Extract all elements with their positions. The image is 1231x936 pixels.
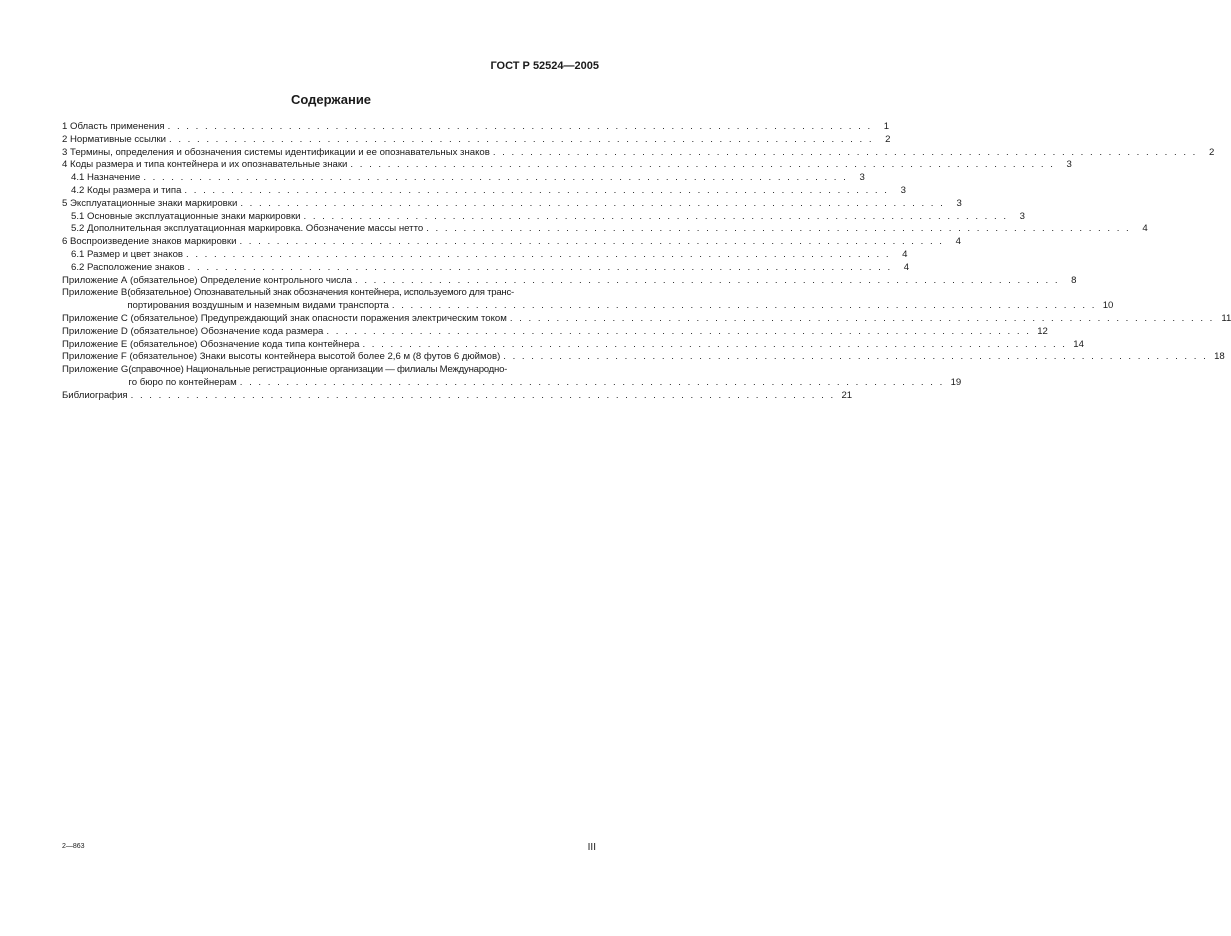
toc-leader-dots	[359, 339, 1069, 352]
toc-entry-title: 5.1 Основные эксплуатационные знаки маркировки	[71, 210, 301, 222]
toc-page-number: 4	[903, 261, 910, 273]
toc-page-number: 3	[859, 172, 865, 184]
toc-appendix-entry[interactable]	[62, 325, 1048, 339]
toc-entry-title: (справочное) Национальные регистрационные организации — филиалы Международно-	[128, 364, 508, 376]
toc-page-number: 1	[883, 121, 890, 132]
toc-leader-dots	[237, 377, 947, 390]
toc-entry[interactable]	[62, 133, 891, 147]
toc-subentry[interactable]	[62, 248, 908, 262]
toc-entry[interactable]	[62, 159, 1072, 172]
toc-entry-title: (обязательное) Опознавательный знак обозначения контейнера, используемого для транс-	[127, 287, 514, 299]
toc-appendix-entry[interactable]	[62, 338, 1084, 352]
toc-entry[interactable]	[62, 236, 961, 249]
toc-leader-dots	[185, 262, 895, 275]
toc-leader-dots	[140, 172, 850, 185]
toc-page-number: 3	[956, 197, 962, 209]
toc-appendix-entry[interactable]	[62, 287, 1114, 313]
toc-leader-dots	[236, 236, 946, 249]
toc-entry-title: 2 Нормативные ссылки	[62, 133, 167, 145]
toc-page-number: 8	[1071, 274, 1077, 286]
toc-subentry[interactable]	[62, 184, 906, 198]
toc-entry-title: 6.1 Размер и цвет знаков	[71, 248, 183, 260]
toc-leader-dots	[301, 211, 1011, 224]
toc-leader-dots	[500, 351, 1210, 364]
print-signature: 2—863	[62, 843, 85, 850]
toc-entry[interactable]	[62, 197, 962, 211]
toc-leader-dots	[347, 159, 1057, 172]
toc-page-number: 3	[1066, 159, 1072, 171]
toc-page-number: 10	[1102, 300, 1114, 312]
toc-leader-dots	[389, 300, 1099, 313]
toc-entry-title-continuation: портирования воздушным и наземным видами транспорта	[127, 300, 389, 312]
toc-entry-title-continuation: го бюро по контейнерам	[128, 376, 237, 388]
toc-leader-dots	[352, 275, 1062, 288]
toc-appendix-entry[interactable]	[62, 364, 962, 390]
toc-page-number: 3	[900, 184, 906, 196]
toc-page-number: 2	[1208, 146, 1215, 158]
toc-subentry[interactable]	[62, 223, 1148, 236]
toc-page-number: 21	[841, 389, 853, 401]
toc-page-number: 2	[885, 133, 891, 145]
toc-page-number: 3	[1019, 210, 1025, 222]
toc-page-number: 12	[1037, 325, 1048, 337]
toc-leader-dots	[237, 198, 947, 211]
toc-entry-title: Приложение D (обязательное) Обозначение кода размера	[62, 325, 324, 337]
toc-leader-dots	[183, 249, 893, 262]
toc-entry-title: Приложение Е (обязательное) Обозначение кода типа контейнера	[62, 338, 360, 350]
toc-entry-title: 1 Область применения	[62, 121, 165, 132]
table-of-contents	[62, 121, 1231, 403]
toc-leader-dots	[490, 147, 1200, 160]
toc-bibliography-entry[interactable]	[62, 389, 853, 403]
toc-title: Содержание	[290, 92, 372, 107]
toc-leader-dots	[423, 223, 1133, 236]
toc-entry-title: Приложение F (обязательное) Знаки высоты контейнера высотой более 2,6 м (8 футов 6 дюймов)	[62, 351, 501, 363]
toc-leader-dots	[128, 390, 838, 403]
toc-page-number: 4	[902, 248, 908, 260]
toc-entry[interactable]	[62, 146, 1215, 160]
toc-appendix-entry[interactable]	[62, 351, 1225, 364]
toc-page-number: 11	[1221, 312, 1231, 324]
toc-entry-title: 3 Термины, определения и обозначения системы идентификации и ее опознавательных знаков	[62, 146, 490, 158]
toc-entry-title: 5.2 Дополнительная эксплуатационная маркировка. Обозначение массы нетто	[71, 223, 424, 235]
toc-leader-dots	[323, 326, 1033, 339]
toc-page-number: 14	[1073, 338, 1084, 350]
toc-leader-dots	[507, 313, 1217, 326]
toc-entry[interactable]	[62, 121, 890, 134]
toc-entry-title: Приложение С (обязательное) Предупреждающий знак опасности поражения электрическим током	[62, 312, 507, 324]
document-code: ГОСТ Р 52524—2005	[490, 60, 599, 72]
toc-appendix-entry[interactable]	[62, 274, 1077, 288]
toc-subentry[interactable]	[62, 261, 910, 275]
toc-appendix-entry[interactable]	[62, 312, 1231, 326]
toc-subentry[interactable]	[62, 210, 1025, 224]
toc-entry-title: 6.2 Расположение знаков	[71, 261, 185, 273]
toc-entry-prefix: Приложение G	[62, 364, 129, 376]
toc-entry-title: 4 Коды размера и типа контейнера и их опознавательные знаки	[62, 159, 348, 171]
page-number: III	[587, 842, 596, 853]
toc-leader-dots	[166, 134, 876, 147]
toc-page-number: 4	[1142, 223, 1148, 235]
toc-leader-dots	[181, 185, 891, 198]
toc-subentry[interactable]	[62, 172, 865, 185]
toc-page-number: 4	[955, 236, 961, 248]
toc-page-number: 19	[950, 376, 962, 388]
toc-page-number: 18	[1214, 351, 1225, 363]
toc-entry-title: 6 Воспроизведение знаков маркировки	[62, 236, 237, 248]
toc-entry-prefix: Приложение В	[62, 287, 128, 299]
toc-entry-title: Приложение А (обязательное) Определение контрольного числа	[62, 274, 352, 286]
toc-leader-dots	[165, 121, 875, 134]
toc-entry-title: 5 Эксплуатационные знаки маркировки	[62, 197, 238, 209]
toc-entry-title: Библиография	[62, 389, 128, 401]
toc-entry-title: 4.2 Коды размера и типа	[71, 184, 182, 196]
toc-entry-title: 4.1 Назначение	[71, 172, 141, 184]
